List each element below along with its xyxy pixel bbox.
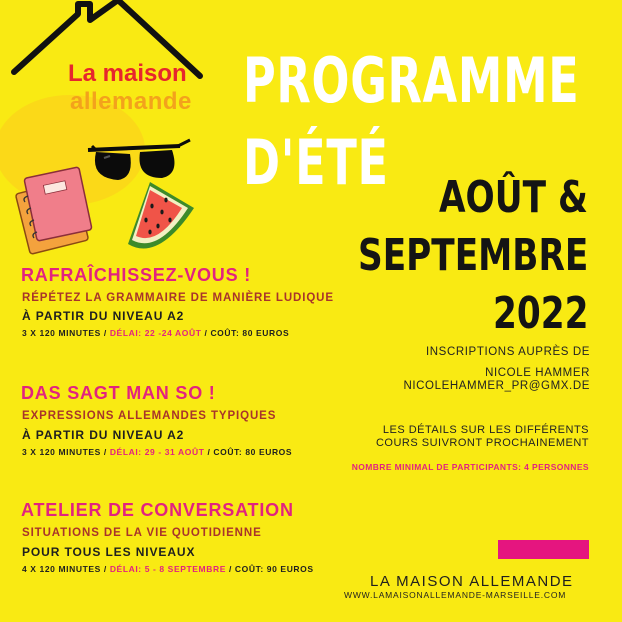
course-2-cost: / COÛT: 80 EUROS <box>207 447 293 457</box>
details-line-1: LES DÉTAILS SUR LES DIFFÉRENTS <box>382 424 589 436</box>
course-1-subtitle: RÉPÉTEZ LA GRAMMAIRE DE MANIÈRE LUDIQUE <box>22 292 334 304</box>
details-line-2: COURS SUIVRONT PROCHAINEMENT <box>375 437 589 449</box>
course-1-cost: / COÛT: 80 EUROS <box>204 328 290 338</box>
course-1-title: RAFRAÎCHISSEZ-VOUS ! <box>21 265 252 285</box>
course-1-deadline: DÉLAI: 22 -24 AOÛT <box>109 328 202 338</box>
course-3-sessions: 4 X 120 MINUTES / <box>22 564 107 574</box>
course-3-title: ATELIER DE CONVERSATION <box>21 500 294 520</box>
course-3-deadline: DÉLAI: 5 - 8 SEPTEMBRE <box>109 564 226 574</box>
course-2-subtitle: EXPRESSIONS ALLEMANDES TYPIQUES <box>22 410 277 422</box>
course-2-title: DAS SAGT MAN SO ! <box>21 383 216 403</box>
course-1-meta <box>22 328 289 338</box>
course-2-level: À PARTIR DU NIVEAU A2 <box>22 428 185 442</box>
logo-line-2: allemande <box>70 88 192 115</box>
notebooks-icon <box>15 167 92 254</box>
course-2-sessions: 3 X 120 MINUTES / <box>22 447 107 457</box>
logo-line-1: La maison <box>68 60 187 87</box>
pink-accent-bar <box>498 540 589 559</box>
course-3-cost: / COÛT: 90 EUROS <box>228 564 314 574</box>
contact-email[interactable]: NICOLEHAMMER_PR@GMX.DE <box>403 380 590 392</box>
course-2-deadline: DÉLAI: 29 - 31 AOÛT <box>109 447 205 457</box>
contact-name: NICOLE HAMMER <box>485 367 590 379</box>
watermelon-icon <box>128 182 194 249</box>
footer-school-name: LA MAISON ALLEMANDE <box>370 573 574 590</box>
date-line-1: AOÛT & <box>439 172 588 223</box>
date-line-3: 2022 <box>492 288 588 339</box>
contact-label: INSCRIPTIONS AUPRÈS DE <box>425 346 590 358</box>
course-3-level: POUR TOUS LES NIVEAUX <box>22 545 196 559</box>
program-title-line-2: D'ÉTÉ <box>243 126 389 199</box>
date-line-2: SEPTEMBRE <box>357 230 588 281</box>
course-3-meta <box>22 564 314 574</box>
course-1-sessions: 3 X 120 MINUTES / <box>22 328 107 338</box>
minimum-participants: NOMBRE MINIMAL DE PARTICIPANTS: 4 PERSONNES <box>351 462 589 472</box>
course-1-level: À PARTIR DU NIVEAU A2 <box>22 309 185 323</box>
course-2-meta <box>22 447 292 457</box>
program-title-line-1: PROGRAMME <box>243 44 580 117</box>
course-3-subtitle: SITUATIONS DE LA VIE QUOTIDIENNE <box>22 527 262 539</box>
footer-website-link[interactable]: WWW.LAMAISONALLEMANDE-MARSEILLE.COM <box>344 590 567 600</box>
